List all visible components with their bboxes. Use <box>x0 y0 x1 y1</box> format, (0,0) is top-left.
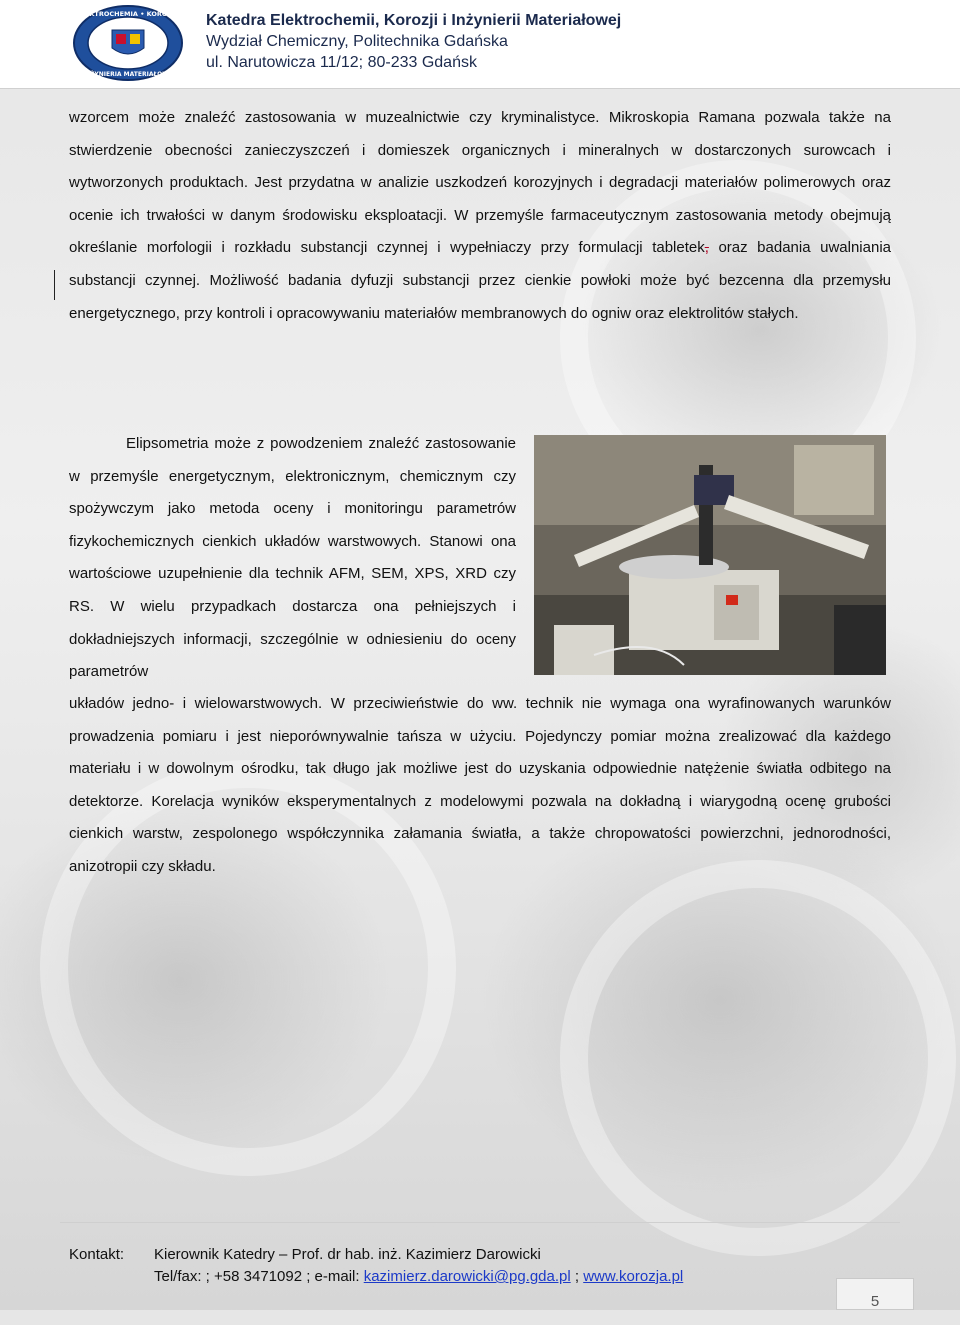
paragraph-ellipsometry-continued: układów jedno- i wielowarstwowych. W przeciwieństwie do ww. technik nie wymaga ona wyrafinowanych warunków prowadzenia pomiaru i jest nieporównywalnie tańsza w użyciu. Pojedynczy pomiar można zrealizować dla każdego materiału i w dowolnym ośrodku, tak długo jak możliwe jest do uzyskania odpowiednie natężenie światła odbitego na detektorze. Korelacja wyników eksperymentalnych z modelowymi pozwala na dokładną i wiarygodną ocenę grubości cienkich warstw, zespolonego współczynnika załamania światła, a także chropowatości powierzchni, jednorodności, anizotropii czy składu. <box>69 695 891 875</box>
paragraph-text: oraz badania uwalniania substancji czynnej. Możliwość badania dyfuzji substancji przez cienkie powłoki może być bezcenna dla przemysłu energetycznego, przy kontroli i opracowywaniu materiałów membranowych do ogniw oraz elektrolitów stałych. <box>69 239 892 322</box>
svg-text:INŻYNIERIA MATERIAŁOWA: INŻYNIERIA MATERIAŁOWA <box>82 71 174 78</box>
website-link[interactable]: www.korozja.pl <box>583 1268 684 1285</box>
contact-phone: Tel/fax: ; +58 3471092 ; e-mail: <box>154 1268 364 1285</box>
footer-divider <box>60 1222 900 1223</box>
footer-label: Kontakt: <box>69 1246 125 1263</box>
page-number: 5 <box>836 1278 914 1310</box>
header-address <box>206 10 621 73</box>
deleted-comma: , <box>704 239 709 257</box>
svg-text:ELEKTROCHEMIA • KOROZJA: ELEKTROCHEMIA • KOROZJA <box>76 10 180 18</box>
paragraph-text: wzorcem może znaleźć zastosowania w muzealnictwie czy kryminalistyce. Mikroskopia Ramana pozwala także na stwierdzenie obecności zanieczyszczeń i domieszek organicznych i mineralnych w dostarczonych surowcach i wytworzonych produktach. Jest przydatna w analizie uszkodzeń korozyjnych i degradacji materiałów polimerowych oraz ocenie ich trwałości w danym środowisku eksploatacji. W przemyśle farmaceutycznym zastosowania metody obejmują określanie morfologii i rozkładu substancji czynnej i wypełniaczy przy formulacji tabletek <box>69 109 891 257</box>
revision-mark <box>54 270 55 300</box>
footer-separator: ; <box>570 1268 584 1285</box>
paragraph-raman <box>69 102 891 330</box>
email-link[interactable]: kazimierz.darowicki@pg.gda.pl <box>363 1268 571 1285</box>
ellipsometer-photo <box>534 435 886 675</box>
address: ul. Narutowicza 11/12; 80-233 Gdańsk <box>206 54 477 71</box>
paragraph-text: Elipsometria może z powodzeniem znaleźć zastosowanie w przemyśle energetycznym, elektronicznym, chemicznym czy spożywczym jako metoda oceny i monitoringu parametrów fizykochemicznych cienkich układów warstwowych. Stanowi ona wartościowe uzupełnienie dla technik AFM, SEM, XPS, XRD czy RS. W wielu przypadkach dostarcza ona pełniejszych i dokładniejszych informacji, szczególnie w odniesieniu do oceny parametrów <box>69 435 516 681</box>
department-logo <box>72 4 184 82</box>
page-header <box>0 0 960 89</box>
contact-name: Kierownik Katedry – Prof. dr hab. inż. Kazimierz Darowicki <box>154 1246 541 1263</box>
paragraph-indent <box>69 435 126 452</box>
paragraph-ellipsometry-wrapped <box>69 428 516 689</box>
department-name: Katedra Elektrochemii, Korozji i Inżynierii Materiałowej <box>206 12 622 29</box>
page-footer <box>69 1244 683 1288</box>
ellipsometer-image <box>534 435 886 675</box>
background-watermark <box>560 860 956 1256</box>
faculty-name: Wydział Chemiczny, Politechnika Gdańska <box>206 33 508 50</box>
